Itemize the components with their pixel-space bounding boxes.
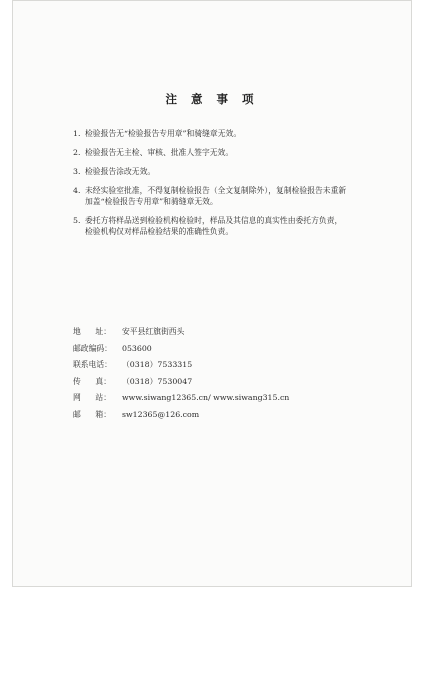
postcode-row	[73, 344, 393, 361]
note-text: 委托方将样品送到检验机构检验时，样品及其信息的真实性由委托方负责，	[85, 216, 343, 225]
contact-info	[73, 327, 393, 427]
note-number: 4.	[73, 186, 81, 195]
phone-row	[73, 360, 393, 377]
note-item-4	[73, 185, 403, 207]
note-text: 检验报告无“检验报告专用章”和骑缝章无效。	[85, 129, 242, 138]
website-value: www.siwang12365.cn/ www.siwang315.cn	[122, 393, 290, 403]
note-item-5	[73, 215, 403, 237]
phone-value: （0318）7533315	[122, 360, 193, 370]
note-item-3	[73, 166, 403, 177]
website-row	[73, 393, 393, 410]
note-item-2	[73, 147, 403, 158]
postcode-value: 053600	[122, 343, 152, 353]
email-row	[73, 410, 393, 427]
email-label: 邮 箱：	[73, 409, 111, 419]
address-label: 地 址：	[73, 327, 111, 336]
address-value: 安平县红旗街西头	[122, 327, 185, 336]
note-text: 未经实验室批准，不得复制检验报告（全文复制除外），复制检验报告未重新	[85, 186, 347, 195]
email-value: sw12365@126.com	[122, 409, 200, 419]
note-number: 5.	[73, 216, 81, 225]
postcode-label: 邮政编码：	[73, 343, 112, 353]
website-label: 网 站：	[73, 393, 111, 403]
note-text-continued: 检验机构仅对样品检验结果的准确性负责。	[85, 227, 234, 236]
fax-label: 传 真：	[73, 376, 111, 386]
page-title: 注 意 事 项	[165, 92, 259, 106]
fax-value: （0318）7530047	[122, 376, 193, 386]
note-text: 检验报告涂改无效。	[85, 167, 156, 176]
note-number: 1.	[73, 129, 81, 138]
note-number: 3.	[73, 167, 81, 176]
note-number: 2.	[73, 148, 81, 157]
address-row	[73, 327, 393, 344]
notes-list	[73, 128, 403, 245]
note-text: 检验报告无主检、审核、批准人签字无效。	[85, 148, 234, 157]
document-page	[12, 0, 412, 587]
fax-row	[73, 377, 393, 394]
note-item-1	[73, 128, 403, 139]
note-text-continued: 加盖“检验报告专用章”和骑缝章无效。	[85, 197, 218, 206]
phone-label: 联系电话：	[73, 360, 112, 370]
